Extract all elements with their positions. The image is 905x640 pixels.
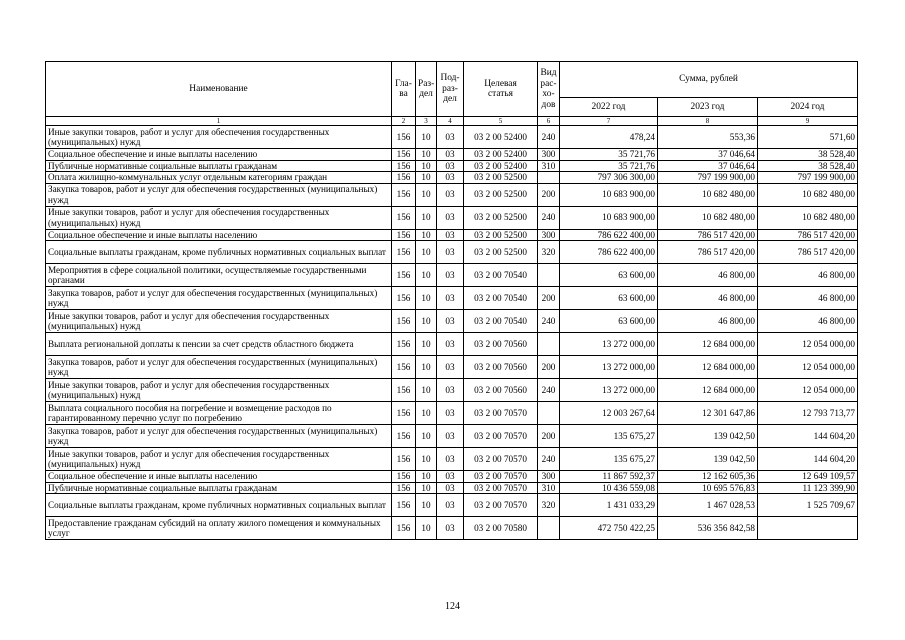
row-sum-2023: 12 162 605,36: [658, 471, 758, 483]
row-razdel: 10: [416, 333, 437, 356]
row-celevaya: 03 2 00 52400: [464, 126, 538, 149]
row-celevaya: 03 2 00 70570: [464, 471, 538, 483]
table-row: [46, 183, 858, 206]
row-name: Выплата социального пособия на погребение и возмещение расходов по гарантированному перечню услуг по погребению: [46, 402, 392, 425]
row-vid: [538, 517, 560, 540]
row-vid: [538, 172, 560, 184]
row-celevaya: 03 2 00 52400: [464, 149, 538, 161]
header-summa: Сумма, рублей: [560, 62, 858, 98]
row-sum-2024: 10 682 480,00: [758, 206, 858, 229]
row-sum-2024: 786 517 420,00: [758, 241, 858, 264]
row-sum-2022: 63 600,00: [560, 310, 658, 333]
row-name: Социальное обеспечение и иные выплаты населению: [46, 471, 392, 483]
table-row: [46, 448, 858, 471]
header-celevaya-text: Целевая статья: [484, 78, 517, 99]
row-podrazdel: 03: [437, 494, 464, 517]
colnum: 5: [464, 117, 538, 126]
table-row: [46, 402, 858, 425]
row-sum-2024: 38 528,40: [758, 149, 858, 161]
row-podrazdel: 03: [437, 425, 464, 448]
colnum: 1: [46, 117, 392, 126]
row-sum-2023: 46 800,00: [658, 287, 758, 310]
header-year-2022: 2022 год: [560, 98, 658, 117]
row-sum-2024: 12 793 713,77: [758, 402, 858, 425]
row-celevaya: 03 2 00 70570: [464, 494, 538, 517]
row-sum-2022: 13 272 000,00: [560, 356, 658, 379]
row-sum-2024: 38 528,40: [758, 160, 858, 172]
row-sum-2022: 472 750 422,25: [560, 517, 658, 540]
row-razdel: 10: [416, 517, 437, 540]
row-celevaya: 03 2 00 70540: [464, 310, 538, 333]
row-name: Закупка товаров, работ и услуг для обеспечения государственных (муниципальных) нужд: [46, 425, 392, 448]
header-glava: [392, 62, 416, 117]
table-row: [46, 229, 858, 241]
row-sum-2024: 12 054 000,00: [758, 379, 858, 402]
row-podrazdel: 03: [437, 149, 464, 161]
row-name: Иные закупки товаров, работ и услуг для обеспечения государственных (муниципальных) нужд: [46, 310, 392, 333]
row-sum-2022: 12 003 267,64: [560, 402, 658, 425]
colnum: 7: [560, 117, 658, 126]
row-podrazdel: 03: [437, 482, 464, 494]
row-glava: 156: [392, 425, 416, 448]
header-vid: [538, 62, 560, 117]
row-vid: 240: [538, 448, 560, 471]
row-sum-2024: 10 682 480,00: [758, 183, 858, 206]
row-vid: 320: [538, 494, 560, 517]
column-numbers-row: [46, 117, 858, 126]
row-razdel: 10: [416, 229, 437, 241]
row-sum-2023: 786 517 420,00: [658, 241, 758, 264]
row-name: Мероприятия в сфере социальной политики, осуществляемые государственными органами: [46, 264, 392, 287]
row-razdel: 10: [416, 310, 437, 333]
row-sum-2024: 786 517 420,00: [758, 229, 858, 241]
row-vid: 320: [538, 241, 560, 264]
row-celevaya: 03 2 00 52500: [464, 172, 538, 184]
row-celevaya: 03 2 00 70560: [464, 379, 538, 402]
row-sum-2022: 10 683 900,00: [560, 183, 658, 206]
row-name: Публичные нормативные социальные выплаты гражданам: [46, 482, 392, 494]
table-row: [46, 333, 858, 356]
row-celevaya: 03 2 00 52500: [464, 206, 538, 229]
row-name: Закупка товаров, работ и услуг для обеспечения государственных (муниципальных) нужд: [46, 183, 392, 206]
row-sum-2024: 12 649 109,57: [758, 471, 858, 483]
row-name: Закупка товаров, работ и услуг для обеспечения государственных (муниципальных) нужд: [46, 287, 392, 310]
row-sum-2023: 12 684 000,00: [658, 333, 758, 356]
row-name: Иные закупки товаров, работ и услуг для обеспечения государственных (муниципальных) нужд: [46, 448, 392, 471]
header-year-2024: 2024 год: [758, 98, 858, 117]
row-sum-2023: 797 199 900,00: [658, 172, 758, 184]
row-sum-2024: 46 800,00: [758, 310, 858, 333]
row-podrazdel: 03: [437, 471, 464, 483]
row-sum-2023: 12 684 000,00: [658, 379, 758, 402]
table-row: [46, 264, 858, 287]
colnum: 4: [437, 117, 464, 126]
row-sum-2023: 37 046,64: [658, 160, 758, 172]
row-glava: 156: [392, 482, 416, 494]
row-sum-2022: 63 600,00: [560, 264, 658, 287]
colnum: 3: [416, 117, 437, 126]
table-row: [46, 126, 858, 149]
row-sum-2022: 10 683 900,00: [560, 206, 658, 229]
row-razdel: 10: [416, 183, 437, 206]
row-razdel: 10: [416, 379, 437, 402]
row-celevaya: 03 2 00 52500: [464, 229, 538, 241]
row-razdel: 10: [416, 126, 437, 149]
row-vid: 310: [538, 160, 560, 172]
row-glava: 156: [392, 206, 416, 229]
row-sum-2023: 786 517 420,00: [658, 229, 758, 241]
row-podrazdel: 03: [437, 183, 464, 206]
row-razdel: 10: [416, 241, 437, 264]
row-celevaya: 03 2 00 70560: [464, 333, 538, 356]
row-vid: 240: [538, 206, 560, 229]
row-celevaya: 03 2 00 70570: [464, 448, 538, 471]
row-sum-2022: 11 867 592,37: [560, 471, 658, 483]
row-glava: 156: [392, 471, 416, 483]
row-razdel: 10: [416, 471, 437, 483]
table-row: [46, 287, 858, 310]
table-row: [46, 310, 858, 333]
header-podrazdel-text: Под- раз- дел: [440, 73, 460, 105]
row-sum-2022: 13 272 000,00: [560, 333, 658, 356]
row-vid: 200: [538, 425, 560, 448]
row-vid: 300: [538, 229, 560, 241]
row-podrazdel: 03: [437, 287, 464, 310]
row-glava: 156: [392, 149, 416, 161]
row-razdel: 10: [416, 172, 437, 184]
row-podrazdel: 03: [437, 448, 464, 471]
row-glava: 156: [392, 160, 416, 172]
row-razdel: 10: [416, 264, 437, 287]
row-name: Публичные нормативные социальные выплаты гражданам: [46, 160, 392, 172]
row-glava: 156: [392, 379, 416, 402]
row-sum-2024: 12 054 000,00: [758, 333, 858, 356]
row-glava: 156: [392, 356, 416, 379]
row-vid: 300: [538, 471, 560, 483]
row-sum-2024: 12 054 000,00: [758, 356, 858, 379]
table-row: [46, 379, 858, 402]
row-celevaya: 03 2 00 52500: [464, 241, 538, 264]
row-podrazdel: 03: [437, 310, 464, 333]
row-sum-2022: 35 721,76: [560, 149, 658, 161]
colnum: 6: [538, 117, 560, 126]
row-sum-2022: 786 622 400,00: [560, 241, 658, 264]
row-razdel: 10: [416, 206, 437, 229]
row-razdel: 10: [416, 287, 437, 310]
row-celevaya: 03 2 00 52400: [464, 160, 538, 172]
row-sum-2022: 10 436 559,08: [560, 482, 658, 494]
row-sum-2024: 144 604,20: [758, 448, 858, 471]
table-row: [46, 482, 858, 494]
row-podrazdel: 03: [437, 379, 464, 402]
colnum: 8: [658, 117, 758, 126]
row-celevaya: 03 2 00 70580: [464, 517, 538, 540]
row-sum-2024: 797 199 900,00: [758, 172, 858, 184]
colnum: 9: [758, 117, 858, 126]
row-glava: 156: [392, 229, 416, 241]
row-sum-2023: 139 042,50: [658, 448, 758, 471]
row-name: Социальные выплаты гражданам, кроме публичных нормативных социальных выплат: [46, 241, 392, 264]
row-vid: 300: [538, 149, 560, 161]
row-sum-2024: 571,60: [758, 126, 858, 149]
row-celevaya: 03 2 00 70540: [464, 287, 538, 310]
row-sum-2024: 144 604,20: [758, 425, 858, 448]
row-glava: 156: [392, 172, 416, 184]
budget-table: [45, 61, 858, 540]
row-name: Оплата жилищно-коммунальных услуг отдельным категориям граждан: [46, 172, 392, 184]
row-celevaya: 03 2 00 70570: [464, 402, 538, 425]
row-vid: 240: [538, 379, 560, 402]
table-row: [46, 241, 858, 264]
row-name: Иные закупки товаров, работ и услуг для обеспечения государственных (муниципальных) нужд: [46, 379, 392, 402]
row-sum-2024: 11 123 399,90: [758, 482, 858, 494]
row-name: Закупка товаров, работ и услуг для обеспечения государственных (муниципальных) нужд: [46, 356, 392, 379]
row-sum-2024: 46 800,00: [758, 264, 858, 287]
row-glava: 156: [392, 517, 416, 540]
table-row: [46, 425, 858, 448]
header-razdel: [416, 62, 437, 117]
row-vid: 310: [538, 482, 560, 494]
row-razdel: 10: [416, 356, 437, 379]
row-sum-2023: 37 046,64: [658, 149, 758, 161]
row-sum-2024: 1 525 709,67: [758, 494, 858, 517]
row-podrazdel: 03: [437, 160, 464, 172]
row-name: Социальное обеспечение и иные выплаты населению: [46, 229, 392, 241]
row-celevaya: 03 2 00 70560: [464, 356, 538, 379]
table-row: [46, 494, 858, 517]
row-glava: 156: [392, 241, 416, 264]
row-sum-2022: 478,24: [560, 126, 658, 149]
row-sum-2024: 46 800,00: [758, 287, 858, 310]
row-glava: 156: [392, 287, 416, 310]
row-name: Предоставление гражданам субсидий на оплату жилого помещения и коммунальных услуг: [46, 517, 392, 540]
row-vid: 200: [538, 183, 560, 206]
row-sum-2022: 135 675,27: [560, 448, 658, 471]
header-name: Наименование: [46, 62, 392, 117]
row-podrazdel: 03: [437, 172, 464, 184]
row-sum-2024: [758, 517, 858, 540]
header-glava-text: Гла- ва: [395, 78, 412, 99]
row-sum-2023: 12 301 647,86: [658, 402, 758, 425]
header-celevaya: [464, 62, 538, 117]
row-sum-2022: 135 675,27: [560, 425, 658, 448]
table-row: [46, 517, 858, 540]
row-glava: 156: [392, 402, 416, 425]
header-podrazdel: [437, 62, 464, 117]
row-sum-2023: 139 042,50: [658, 425, 758, 448]
row-sum-2023: 12 684 000,00: [658, 356, 758, 379]
row-name: Социальные выплаты гражданам, кроме публичных нормативных социальных выплат: [46, 494, 392, 517]
row-name: Социальное обеспечение и иные выплаты населению: [46, 149, 392, 161]
row-podrazdel: 03: [437, 333, 464, 356]
table-row: [46, 172, 858, 184]
row-sum-2022: 13 272 000,00: [560, 379, 658, 402]
row-sum-2023: 10 682 480,00: [658, 206, 758, 229]
row-razdel: 10: [416, 448, 437, 471]
table-row: [46, 160, 858, 172]
colnum: 2: [392, 117, 416, 126]
header-razdel-text: Раз- дел: [418, 78, 435, 99]
row-sum-2023: 1 467 028,53: [658, 494, 758, 517]
row-sum-2022: 35 721,76: [560, 160, 658, 172]
row-podrazdel: 03: [437, 402, 464, 425]
row-razdel: 10: [416, 402, 437, 425]
row-razdel: 10: [416, 425, 437, 448]
row-vid: 200: [538, 287, 560, 310]
row-podrazdel: 03: [437, 517, 464, 540]
row-sum-2023: 10 695 576,83: [658, 482, 758, 494]
table-row: [46, 149, 858, 161]
row-sum-2022: 797 306 300,00: [560, 172, 658, 184]
table-body: [46, 126, 858, 540]
row-glava: 156: [392, 183, 416, 206]
row-sum-2023: 46 800,00: [658, 310, 758, 333]
row-vid: [538, 333, 560, 356]
table-row: [46, 471, 858, 483]
row-glava: 156: [392, 126, 416, 149]
page-number: 124: [445, 601, 460, 612]
row-glava: 156: [392, 310, 416, 333]
row-vid: 240: [538, 310, 560, 333]
row-podrazdel: 03: [437, 229, 464, 241]
row-razdel: 10: [416, 482, 437, 494]
row-name: Выплата региональной доплаты к пенсии за счет средств областного бюджета: [46, 333, 392, 356]
row-sum-2022: 786 622 400,00: [560, 229, 658, 241]
row-sum-2022: 63 600,00: [560, 287, 658, 310]
row-podrazdel: 03: [437, 241, 464, 264]
row-glava: 156: [392, 264, 416, 287]
header-vid-text: Вид рас- хо- дов: [540, 68, 557, 110]
row-celevaya: 03 2 00 70570: [464, 482, 538, 494]
row-glava: 156: [392, 448, 416, 471]
row-sum-2023: 536 356 842,58: [658, 517, 758, 540]
table-row: [46, 206, 858, 229]
row-name: Иные закупки товаров, работ и услуг для обеспечения государственных (муниципальных) нужд: [46, 206, 392, 229]
table-row: [46, 356, 858, 379]
row-celevaya: 03 2 00 70570: [464, 425, 538, 448]
row-vid: 240: [538, 126, 560, 149]
row-podrazdel: 03: [437, 356, 464, 379]
row-glava: 156: [392, 333, 416, 356]
row-celevaya: 03 2 00 52500: [464, 183, 538, 206]
row-podrazdel: 03: [437, 264, 464, 287]
row-razdel: 10: [416, 494, 437, 517]
row-vid: [538, 402, 560, 425]
row-name: Иные закупки товаров, работ и услуг для обеспечения государственных (муниципальных) нужд: [46, 126, 392, 149]
row-podrazdel: 03: [437, 126, 464, 149]
row-glava: 156: [392, 494, 416, 517]
row-razdel: 10: [416, 160, 437, 172]
row-podrazdel: 03: [437, 206, 464, 229]
header-year-2023: 2023 год: [658, 98, 758, 117]
row-celevaya: 03 2 00 70540: [464, 264, 538, 287]
row-razdel: 10: [416, 149, 437, 161]
row-sum-2023: 10 682 480,00: [658, 183, 758, 206]
row-sum-2022: 1 431 033,29: [560, 494, 658, 517]
row-sum-2023: 553,36: [658, 126, 758, 149]
row-vid: 200: [538, 356, 560, 379]
row-vid: [538, 264, 560, 287]
row-sum-2023: 46 800,00: [658, 264, 758, 287]
